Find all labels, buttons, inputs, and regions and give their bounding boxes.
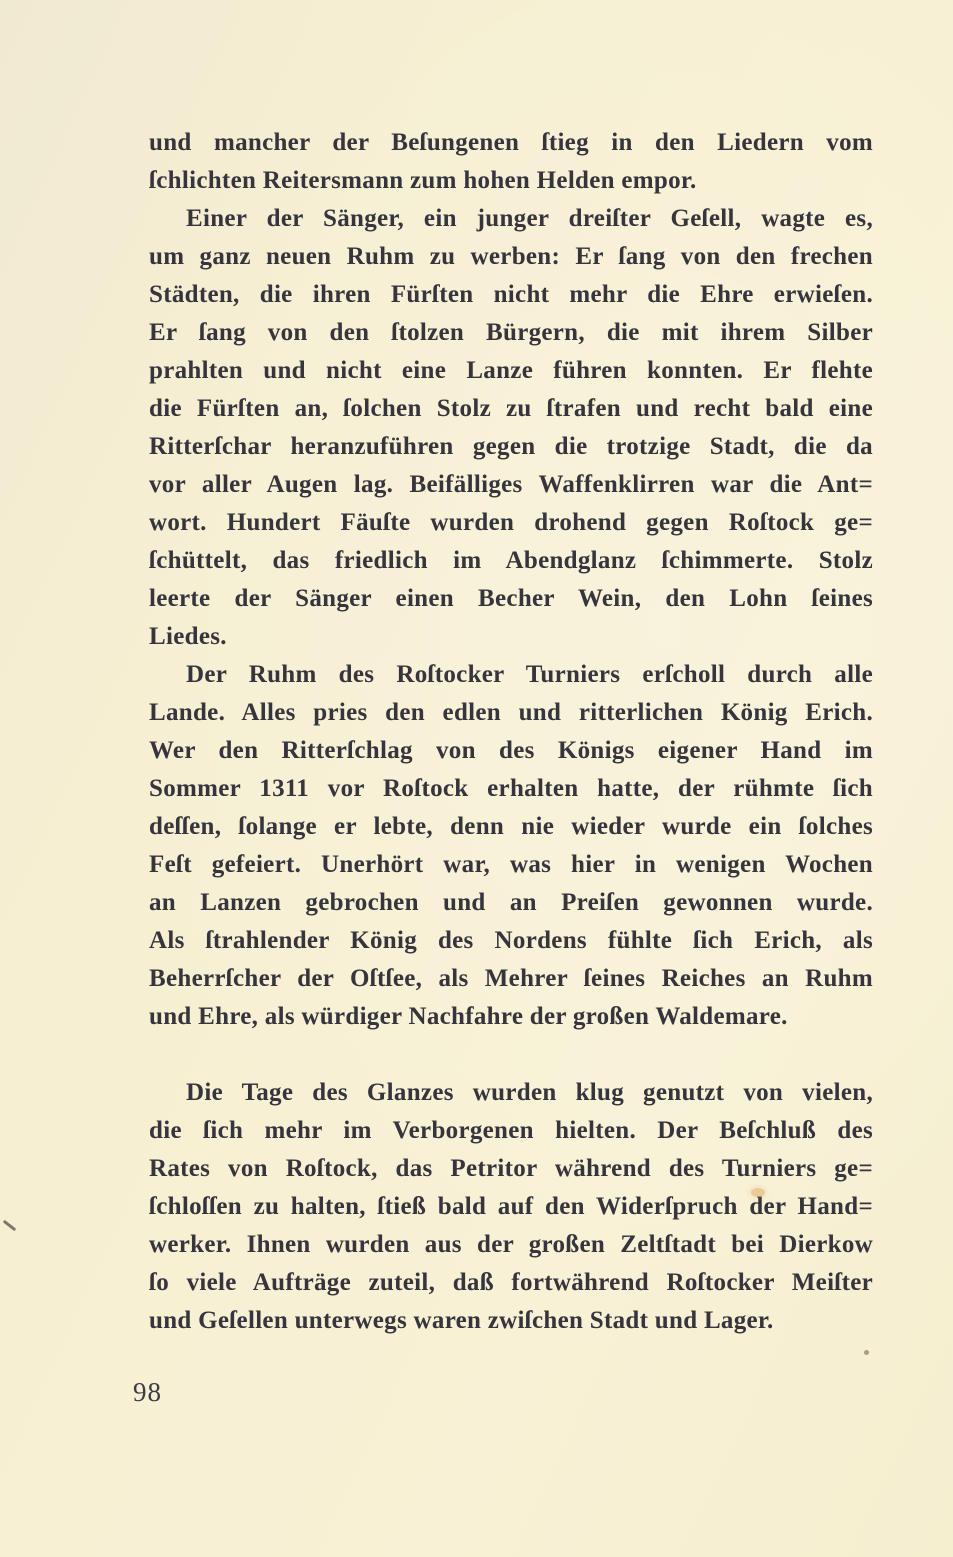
text-line: Als ſtrahlender König des Nordens fühlte ſich Erich, als xyxy=(149,927,873,954)
page-number: 98 xyxy=(133,1377,162,1407)
text-line: ſo viele Aufträge zuteil, daß fortwährend Roſtocker Meiſter xyxy=(149,1269,873,1296)
text-line: um ganz neuen Ruhm zu werben: Er ſang von den frechen xyxy=(149,243,873,270)
paragraph xyxy=(149,124,873,200)
text-line: ſchüttelt, das friedlich im Abendglanz ſchimmerte. Stolz xyxy=(149,547,873,574)
text-line: Der Ruhm des Roſtocker Turniers erſcholl durch alle xyxy=(186,661,873,688)
text-line: und Geſellen unterwegs waren zwiſchen Stadt und Lager. xyxy=(149,1307,774,1334)
text-line: und Ehre, als würdiger Nachfahre der großen Waldemare. xyxy=(149,1003,788,1030)
text-line: werker. Ihnen wurden aus der großen Zeltſtadt bei Dierkow xyxy=(149,1231,873,1258)
text-line: Er ſang von den ſtolzen Bürgern, die mit ihrem Silber xyxy=(149,319,873,346)
text-line: Städten, die ihren Fürſten nicht mehr die Ehre erwieſen. xyxy=(149,281,873,308)
text-line: Die Tage des Glanzes wurden klug genutzt von vielen, xyxy=(186,1079,873,1106)
text-line: Wer den Ritterſchlag von des Königs eigener Hand im xyxy=(149,737,873,764)
text-line: Rates von Roſtock, das Petritor während des Turniers ge= xyxy=(149,1155,873,1182)
text-line: leerte der Sänger einen Becher Wein, den Lohn ſeines xyxy=(149,585,873,612)
text-line: ſchloſſen zu halten, ſtieß bald auf den Widerſpruch der Hand= xyxy=(149,1193,873,1220)
paper-stain xyxy=(751,1188,765,1197)
text-line: Liedes. xyxy=(149,623,227,650)
text-line: ſchlichten Reitersmann zum hohen Helden empor. xyxy=(149,167,697,194)
text-line: an Lanzen gebrochen und an Preiſen gewonnen wurde. xyxy=(149,889,873,916)
paragraph xyxy=(149,656,873,1036)
text-line: und mancher der Beſungenen ſtieg in den Liedern vom xyxy=(149,129,873,156)
text-line: Sommer 1311 vor Roſtock erhalten hatte, der rühmte ſich xyxy=(149,775,873,802)
text-line: deſſen, ſolange er lebte, denn nie wieder wurde ein ſolches xyxy=(149,813,873,840)
scan-speck-bottom xyxy=(864,1350,869,1355)
paragraph xyxy=(149,1074,873,1340)
text-line: Feſt gefeiert. Unerhört war, was hier in wenigen Wochen xyxy=(149,851,873,878)
text-line: Lande. Alles pries den edlen und ritterlichen König Erich. xyxy=(149,699,873,726)
scan-speck-left-edge xyxy=(3,1220,17,1232)
page-text xyxy=(149,124,873,1340)
text-line: Beherrſcher der Oſtſee, als Mehrer ſeines Reiches an Ruhm xyxy=(149,965,873,992)
text-line: die Fürſten an, ſolchen Stolz zu ſtrafen und recht bald eine xyxy=(149,395,873,422)
text-line: wort. Hundert Fäuſte wurden drohend gegen Roſtock ge= xyxy=(149,509,873,536)
text-line: Ritterſchar heranzuführen gegen die trotzige Stadt, die da xyxy=(149,433,873,460)
text-line: vor aller Augen lag. Beifälliges Waffenklirren war die Ant= xyxy=(149,471,873,498)
paragraph xyxy=(149,200,873,656)
text-line: prahlten und nicht eine Lanze führen konnten. Er flehte xyxy=(149,357,873,384)
text-line: die ſich mehr im Verborgenen hielten. Der Beſchluß des xyxy=(149,1117,873,1144)
text-line: Einer der Sänger, ein junger dreiſter Geſell, wagte es, xyxy=(186,205,873,232)
